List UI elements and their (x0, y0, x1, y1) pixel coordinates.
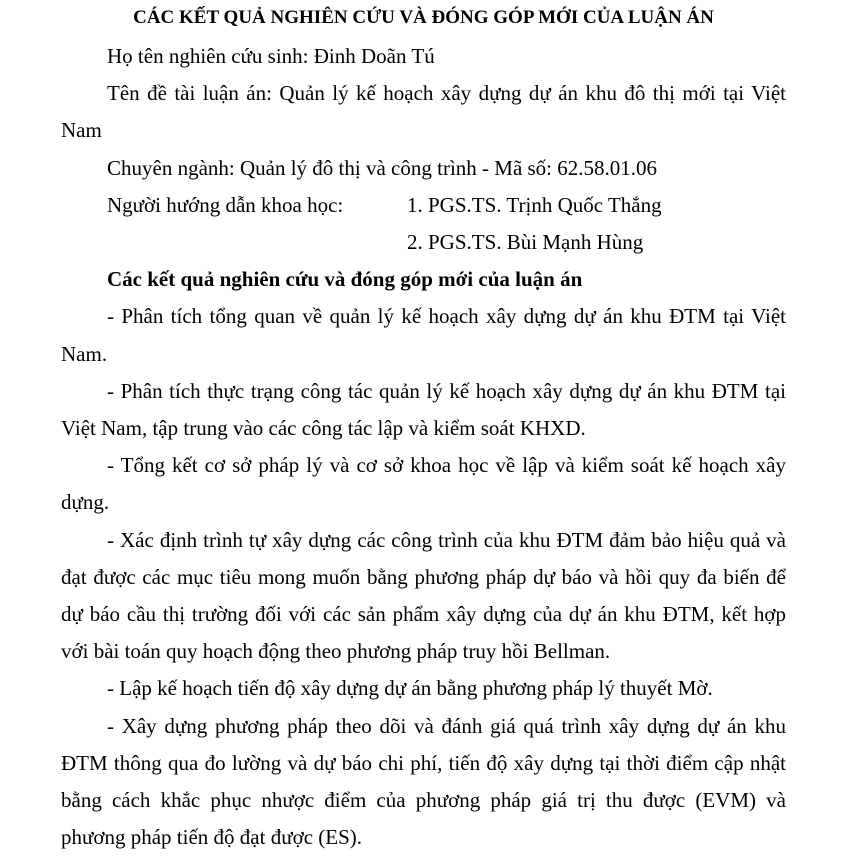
advisor-item: 2. PGS.TS. Bùi Mạnh Hùng (407, 230, 644, 255)
contribution-item: - Phân tích tổng quan về quản lý kế hoạch xây dựng dự án khu ĐTM tại Việt Nam. (61, 304, 786, 366)
section-heading: Các kết quả nghiên cứu và đóng góp mới của luận án (107, 267, 583, 292)
contribution-item: - Xác định trình tự xây dựng các công trình của khu ĐTM đảm bảo hiệu quả và đạt được các mục tiêu mong muốn bằng phương pháp dự báo và hồi quy đa biến để dự báo cầu thị trường đối với các sản phẩm xây dựng của dự án khu ĐTM, kết hợp với bài toán quy hoạch động theo phương pháp truy hồi Bellman. (61, 527, 786, 664)
advisor-list (407, 187, 662, 261)
advisor-label: Người hướng dẫn khoa học: (107, 192, 344, 217)
major: Chuyên ngành: Quản lý đô thị và công trình - Mã số: 62.58.01.06 (107, 155, 658, 180)
candidate-name: Họ tên nghiên cứu sinh: Đinh Doãn Tú (107, 44, 435, 68)
contribution-item: - Phân tích thực trạng công tác quản lý kế hoạch xây dựng dự án khu ĐTM tại Việt Nam, tập trung vào các công tác lập và kiểm soát KHXD. (61, 378, 786, 441)
advisor-item: 1. PGS.TS. Trịnh Quốc Thắng (407, 192, 662, 217)
thesis-title: Tên đề tài luận án: Quản lý kế hoạch xây dựng dự án khu đô thị mới tại Việt Nam (61, 81, 786, 143)
document-title: CÁC KẾT QUẢ NGHIÊN CỨU VÀ ĐÓNG GÓP MỚI CỦA LUẬN ÁN (133, 7, 714, 28)
contribution-item: - Xây dựng phương pháp theo dõi và đánh giá quá trình xây dựng dự án khu ĐTM thông qua đo lường và dự báo chi phí, tiến độ xây dựng tại thời điểm cập nhật bằng cách khắc phục nhược điểm của phương pháp giá trị thu được (EVM) và phương pháp tiến độ đạt được (ES). (61, 713, 786, 850)
advisors-block (61, 187, 786, 261)
contribution-item: - Tổng kết cơ sở pháp lý và cơ sở khoa học về lập và kiểm soát kế hoạch xây dựng. (61, 453, 786, 515)
contribution-item: - Lập kế hoạch tiến độ xây dựng dự án bằng phương pháp lý thuyết Mờ. (107, 676, 713, 701)
